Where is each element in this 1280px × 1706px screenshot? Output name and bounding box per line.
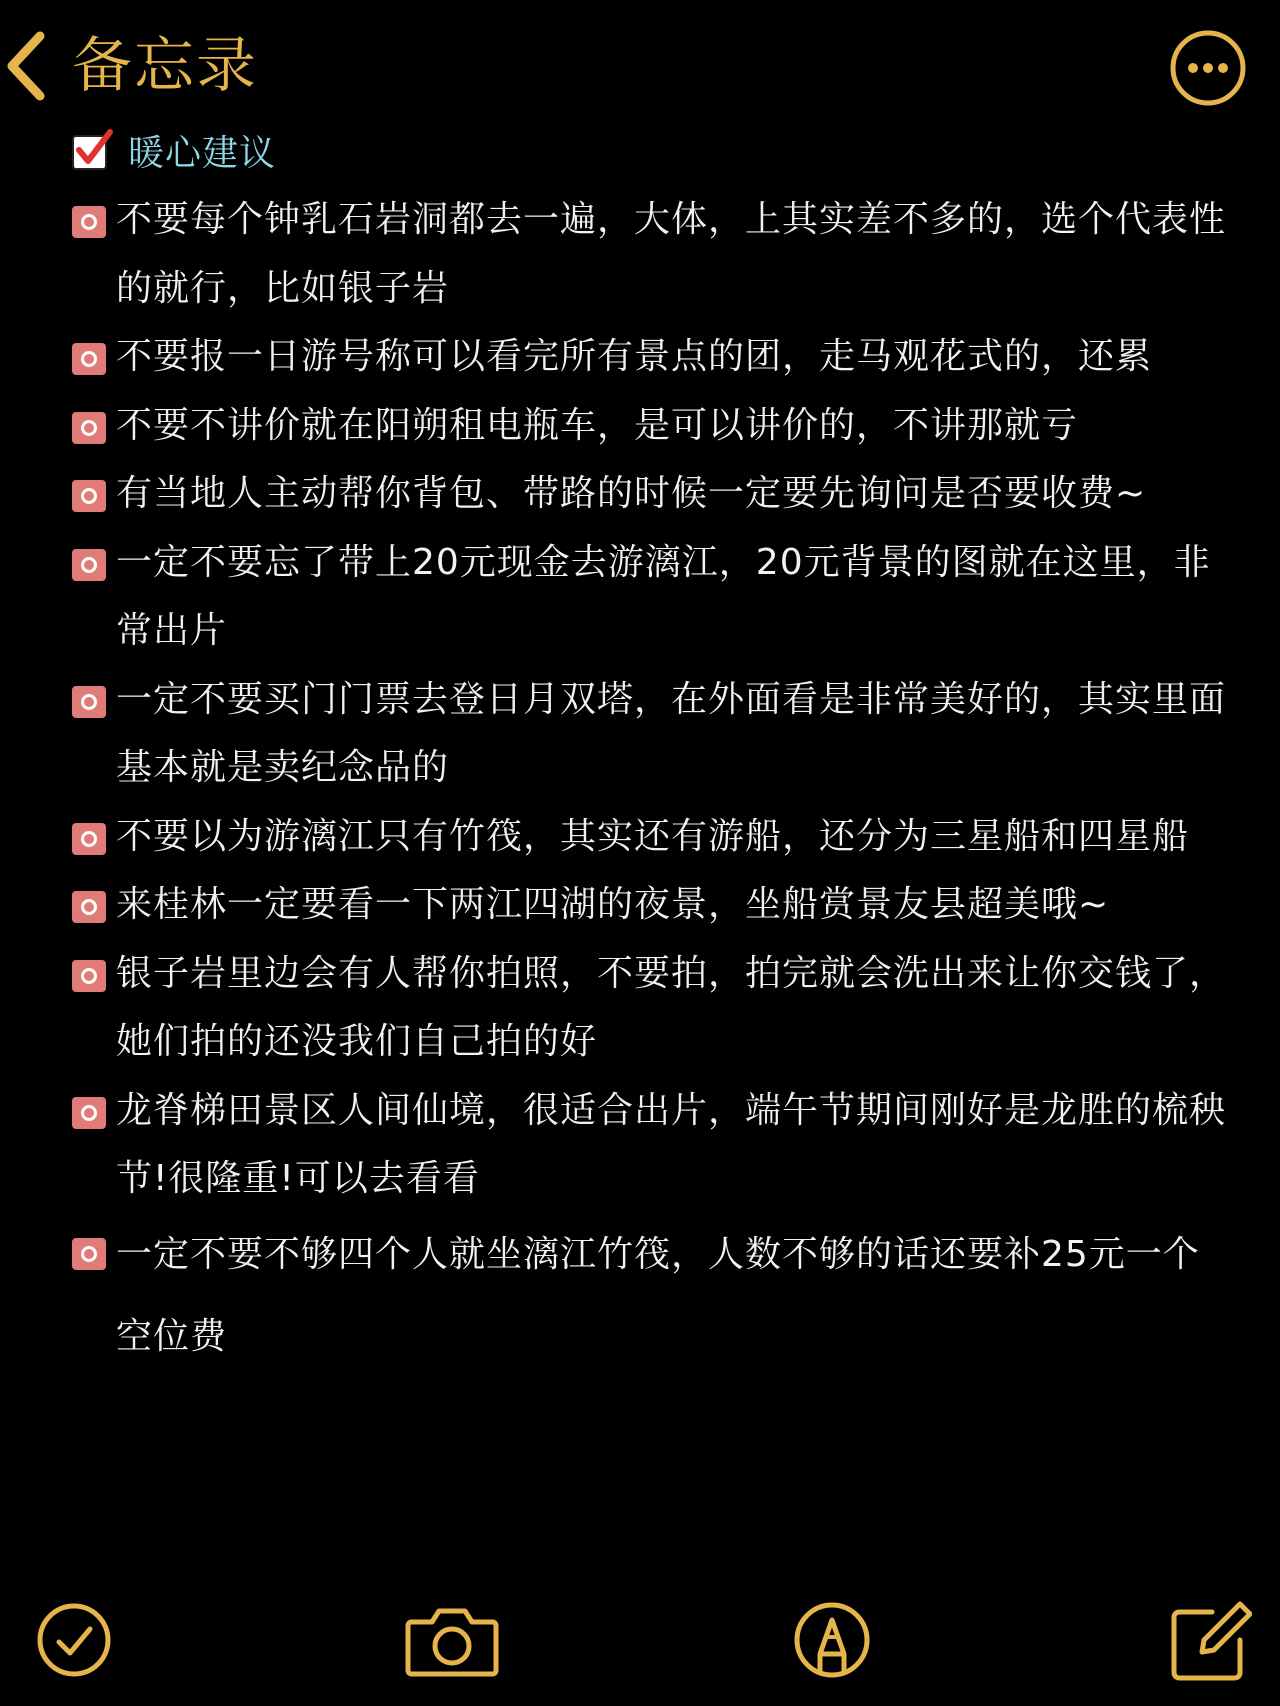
list-item xyxy=(70,1077,1230,1214)
chevron-left-icon xyxy=(0,24,60,108)
compose-icon xyxy=(1168,1600,1252,1684)
more-icon xyxy=(1168,28,1248,108)
o-badge-icon xyxy=(72,1097,106,1129)
top-bar xyxy=(0,0,1280,130)
o-badge-icon xyxy=(72,960,106,992)
checklist-button[interactable] xyxy=(34,1600,114,1688)
list-item-text: 龙脊梯田景区人间仙境，很适合出片，端午节期间刚好是龙胜的梳秧节!很隆重!可以去看看 xyxy=(116,1089,1227,1199)
list-item-text: 一定不要不够四个人就坐漓江竹筏，人数不够的话还要补25元一个空位费 xyxy=(116,1233,1200,1357)
note-title xyxy=(70,118,1230,182)
o-badge-icon xyxy=(72,480,106,512)
back-label: 备忘录 xyxy=(72,31,258,101)
note-title-text: 暖心建议 xyxy=(128,132,277,174)
more-button[interactable] xyxy=(1168,28,1248,108)
list-item-text: 有当地人主动帮你背包、带路的时候一定要先询问是否要收费~ xyxy=(116,473,1147,514)
list-item-text: 一定不要买门门票去登日月双塔，在外面看是非常美好的，其实里面基本就是卖纪念品的 xyxy=(116,678,1227,788)
camera-button[interactable] xyxy=(404,1600,500,1688)
checklist-icon xyxy=(34,1600,114,1680)
back-button[interactable] xyxy=(0,24,258,108)
markup-button[interactable] xyxy=(792,1600,872,1688)
compose-button[interactable] xyxy=(1168,1600,1252,1688)
bottom-toolbar xyxy=(0,1600,1280,1700)
checkbox-checked-icon xyxy=(70,128,114,172)
list-item-text: 一定不要忘了带上20元现金去游漓江，20元背景的图就在这里，非常出片 xyxy=(116,541,1211,651)
list-item-text: 不要以为游漓江只有竹筏，其实还有游船，还分为三星船和四星船 xyxy=(116,815,1190,857)
list-item xyxy=(70,392,1230,461)
o-badge-icon xyxy=(72,823,106,855)
list-item xyxy=(70,666,1230,803)
o-badge-icon xyxy=(72,686,106,718)
list-item xyxy=(70,940,1230,1077)
camera-icon xyxy=(404,1600,500,1680)
list-item-text: 不要每个钟乳石岩洞都去一遍，大体，上其实差不多的，选个代表性的就行，比如银子岩 xyxy=(116,199,1227,309)
o-badge-icon xyxy=(72,412,106,444)
markup-pen-icon xyxy=(792,1600,872,1680)
o-badge-icon xyxy=(72,549,106,581)
list-item xyxy=(70,529,1230,666)
o-badge-icon xyxy=(72,891,106,923)
list-item-text: 不要不讲价就在阳朔租电瓶车，是可以讲价的，不讲那就亏 xyxy=(116,404,1079,446)
list-item-text: 不要报一日游号称可以看完所有景点的团，走马观花式的，还累 xyxy=(116,336,1153,377)
list-item xyxy=(70,323,1230,392)
list-item xyxy=(70,460,1230,529)
o-badge-icon xyxy=(72,206,106,238)
tip-list xyxy=(70,186,1230,1378)
note-body[interactable] xyxy=(70,118,1230,1378)
list-item xyxy=(70,803,1230,872)
list-item-text: 银子岩里边会有人帮你拍照，不要拍，拍完就会洗出来让你交钱了，她们拍的还没我们自己拍的好 xyxy=(116,952,1227,1062)
list-item-text: 来桂林一定要看一下两江四湖的夜景，坐船赏景友县超美哦~ xyxy=(116,884,1110,925)
list-item xyxy=(70,871,1230,940)
o-badge-icon xyxy=(72,343,106,375)
o-badge-icon xyxy=(72,1238,106,1270)
list-item xyxy=(70,186,1230,323)
list-item xyxy=(70,1214,1230,1378)
